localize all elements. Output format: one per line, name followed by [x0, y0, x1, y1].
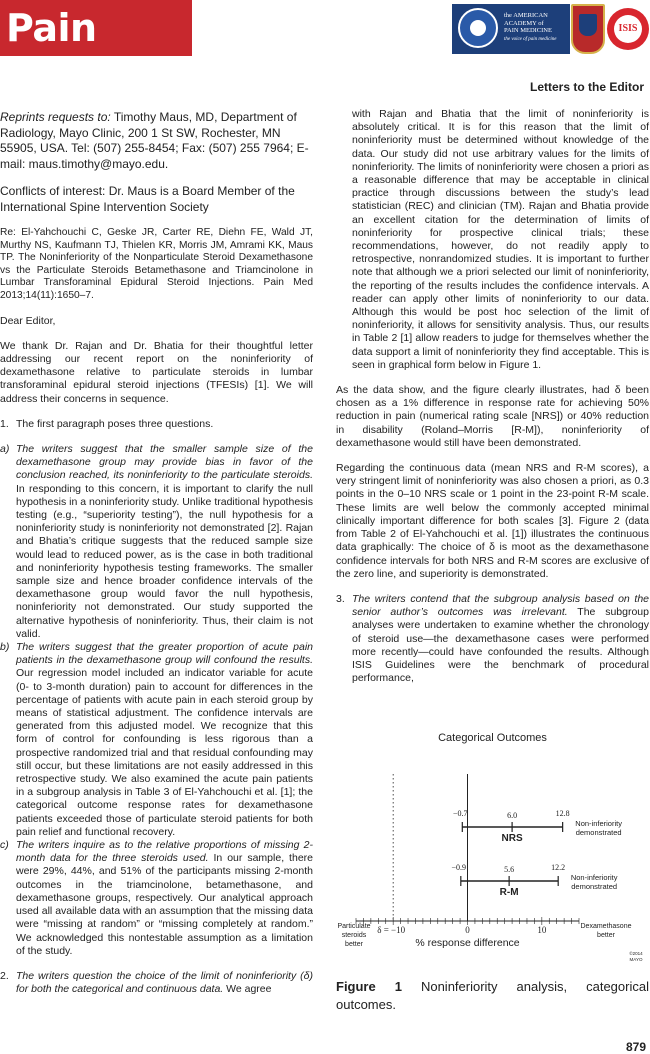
list-marker: 2.	[0, 969, 9, 982]
isis-logo-text: ISIS	[614, 15, 642, 43]
aapm-seal-icon	[458, 8, 498, 48]
reprints-text: Timothy Maus, MD, Department of Radiology, Mayo Clinic, 200 1 St SW, Rochester, MN 55905, USA. Tel: (507) 255-8454; Fax: (507) 255 7964; E-mail: maus.timothy@mayo.edu.	[0, 110, 309, 171]
list-marker: 3.	[336, 592, 345, 605]
intro-paragraph: We thank Dr. Rajan and Dr. Bhatia for their thoughtful letter addressing our recent report on the noninferiority of dexamethasone relative to particulate steroids in lumbar transforaminal epidural steroid injections (TFESIs) [1]. We will address their concerns in sequence.	[0, 339, 313, 405]
sub-item-marker: b)	[0, 641, 10, 654]
chart-copyright: ©2014	[629, 951, 643, 956]
list-marker: 1.	[0, 417, 9, 430]
list-item-response: We agree	[223, 983, 272, 996]
right-column	[336, 108, 649, 685]
figure-caption	[336, 978, 649, 1014]
re-citation: Re: El-Yahchouchi C, Geske JR, Carter RE, Diehn FE, Wald JT, Murthy NS, Kaufmann TJ, Thielen KR, Morris JM, Amrami KK, Maus TP. The Noninferiority of the Nonparticulate Steroid Dexamethasone vs the Particulate Steroids Betamethasone and Triamcinolone in Lumbar Transforaminal Epidural Steroid Injections. Pain Med 2013;14(11):1650–7.	[0, 227, 313, 301]
society-crest-icon	[571, 4, 605, 54]
sub-item-response: In responding to this concern, it is important to clarify the null hypothesis in a noninferiority study. Unlike traditional hypothesis testing (e.g., “superiority testing”), the null hypothesis for a noninferiority study is noninferiority not demonstrated [2]. Rajan and Bhatia’s critique suggests that the reduced sample size would lead to reduced power, as is the case in both traditional and noninferiority hypothesis testing frameworks. The smaller sample size and hence broader confidence intervals of the dexamethasone group would favor the null hypothesis, noninferiority not demonstrated. Our study supported the alternative hypothesis of noninferiority. Thus, their claim is not valid.	[16, 482, 313, 640]
sub-item-marker: c)	[0, 839, 9, 852]
result-label: demonstrated	[571, 882, 618, 891]
sub-item-c	[0, 839, 313, 958]
list-item	[0, 418, 313, 431]
forest-plot	[336, 728, 649, 968]
ci-lower-label: −0.9	[451, 863, 467, 872]
ci-lower-label: −0.7	[453, 809, 468, 818]
delta-label: δ = −10	[377, 925, 406, 935]
salutation: Dear Editor,	[0, 314, 56, 327]
sub-item-question: The writers suggest that the greater proportion of acute pain patients in the dexamethasone group will confound the results.	[16, 641, 313, 667]
right-axis-note: better	[597, 932, 615, 939]
chart-title: Categorical Outcomes	[438, 732, 547, 744]
sub-item-a	[0, 443, 313, 641]
figure-1	[336, 728, 649, 968]
page-number: 879	[625, 1040, 646, 1054]
ci-upper-label: 12.8	[555, 809, 570, 818]
aapm-wordmark: the AMERICAN ACADEMY of PAIN MEDICINE the voice of pain medicine	[504, 12, 557, 42]
x-tick-label: 0	[465, 925, 470, 935]
left-axis-note: better	[345, 941, 363, 948]
section-heading: Letters to the Editor	[529, 80, 644, 94]
sub-item-marker: a)	[0, 442, 10, 455]
sub-item-question: The writers inquire as to the relative proportions of missing 2-month data for the three steroids used.	[16, 839, 313, 865]
left-axis-note: steroids	[341, 932, 367, 939]
data-show-paragraph: As the data show, and the figure clearly illustrates, had δ been chosen as a 1% difference in response rate for achieving 50% reduction in pain (numerical rating scale [NRS]) or 40% reduction in disability (Roland–Morris [R-M]), noninferiority of dexamethasone would still have been demonstrated.	[336, 384, 649, 449]
result-label: Non-inferiority	[570, 873, 618, 882]
left-column	[0, 110, 313, 996]
list-item	[0, 970, 313, 996]
isis-logo	[607, 4, 649, 54]
list-item	[336, 593, 649, 685]
list-item-response: The subgroup analyses were undertaken to examine whether the chronology of steroid use—the dexamethasone cases were performed more recently—could have confounded the results. Although ISIS Guidelines were the benchmark of procedural performance,	[352, 606, 649, 685]
list-item-question: The writers contend that the subgroup analysis based on the senior author’s outcomes was irrelevant.	[352, 592, 649, 619]
continuous-data-paragraph: Regarding the continuous data (mean NRS and R-M scores), a very stringent limit of noninferiority was also chosen a priori, as 0.3 points in the 0–10 NRS scale or 1 point in the 23-point R-M scale. These limits are well below the commonly accepted minimal clinically important difference for both scales [3]. Figure 2 (data from Table 2 of El-Yahchouchi et al. [1]) illustrates the continuous data graphically: The choice of δ is moot as the dexamethasone confidence intervals for both NRS and R-M scores are exclusive of the zero line, and superiority is demonstrated.	[336, 462, 649, 580]
result-label: demonstrated	[575, 828, 622, 837]
conflicts-paragraph: Conflicts of interest: Dr. Maus is a Board Member of the International Spine Intervention Society	[0, 184, 295, 214]
list-item-question: The writers question the choice of the limit of noninferiority (δ) for both the categorical and continuous data.	[16, 969, 313, 996]
journal-logo: Pain Medicine	[0, 0, 192, 56]
result-label: Non-inferiority	[575, 819, 622, 828]
x-tick-label: 10	[537, 925, 547, 935]
x-axis-label: % response difference	[415, 937, 520, 949]
aapm-logo	[452, 4, 570, 54]
sub-item-b	[0, 641, 313, 839]
chart-copyright: MAYO	[629, 957, 643, 962]
continuation-paragraph: with Rajan and Bhatia that the limit of noninferiority is absolutely critical. It is for this reason that the limit of noninferiority must be determined without knowledge of the data. Our study did not use arbitrary values for the limits of noninferiority. The limits of noninferiority were chosen a priori as a reasonable difference that may be acceptable in clinical practice through discussions between the study’s lead statistician (REC) and clinician (TM). Rajan and Bhatia provide an excellent citation for the determination of limits of noninferiority for prospective clinical trials; these recommendations, however, do not readily apply to retrospective, nonrandomized studies. It is important to further note that although we a priori selected our limit of noninferiority, the reporting of the results includes the confidence intervals. A reader can apply other limits of noninferiority to our data. Although this would be post hoc selection of the limit of noninferiority, it allows for sensitivity analysis. Thus, our results in Table 2 [1] allow readers to judge for themselves whether the data support a limit of noninferiority they find acceptable. This is seen in graphical form below in Figure 1.	[352, 108, 649, 371]
caption-text: Noninferiority analysis, categorical outcomes.	[336, 979, 649, 1012]
series-label: NRS	[501, 833, 523, 844]
reprints-paragraph	[0, 110, 313, 172]
sub-item-response: In our sample, there were 29%, 44%, and 51% of the participants missing 2-month outcomes in the triamcinolone, betamethasone, and dexamethasone groups, respectively. Our analytical approach used all available data with an assumption that the missing data were “missing at random” or “missing completely at random.” We acknowledged this nontestable assumption as a limitation of the study.	[16, 852, 313, 957]
left-axis-note: Particulate	[337, 923, 371, 930]
sub-item-question: The writers suggest that the smaller sample size of the dexamethasone group may provide bias in favor of the conclusion reached, its noninferiority to the particulate steroids.	[16, 442, 313, 482]
ci-upper-label: 12.2	[551, 863, 566, 872]
caption-label: Figure 1	[336, 979, 402, 994]
series-label: R-M	[499, 887, 519, 898]
estimate-label: 5.6	[504, 865, 515, 874]
right-axis-note: Dexamethasone	[580, 923, 632, 930]
reprints-label: Reprints requests to:	[0, 110, 111, 124]
estimate-label: 6.0	[507, 811, 518, 820]
list-item-text: The first paragraph poses three questions.	[16, 417, 214, 430]
sub-item-response: Our regression model included an indicator variable for acute (0- to 3-month duration) pain to account for differences in the percentage of patients with acute pain in each steroid group by means of statistical adjustment. The confidence intervals are generated from this adjusted model. We recognize that this form of control for confounding is less rigorous than a prospective randomized trial and that residual confounding may still occur, but these limitations are not easily addressed in this retrospective study. We also examined the acute pain patients in a subgroup analysis in Table 3 of El-Yahchouchi et al. [1]; the categorical outcome response rates for dexamethasone patients exceeded those of particulate steroid patients for both pain relief and functional recovery.	[16, 667, 313, 838]
